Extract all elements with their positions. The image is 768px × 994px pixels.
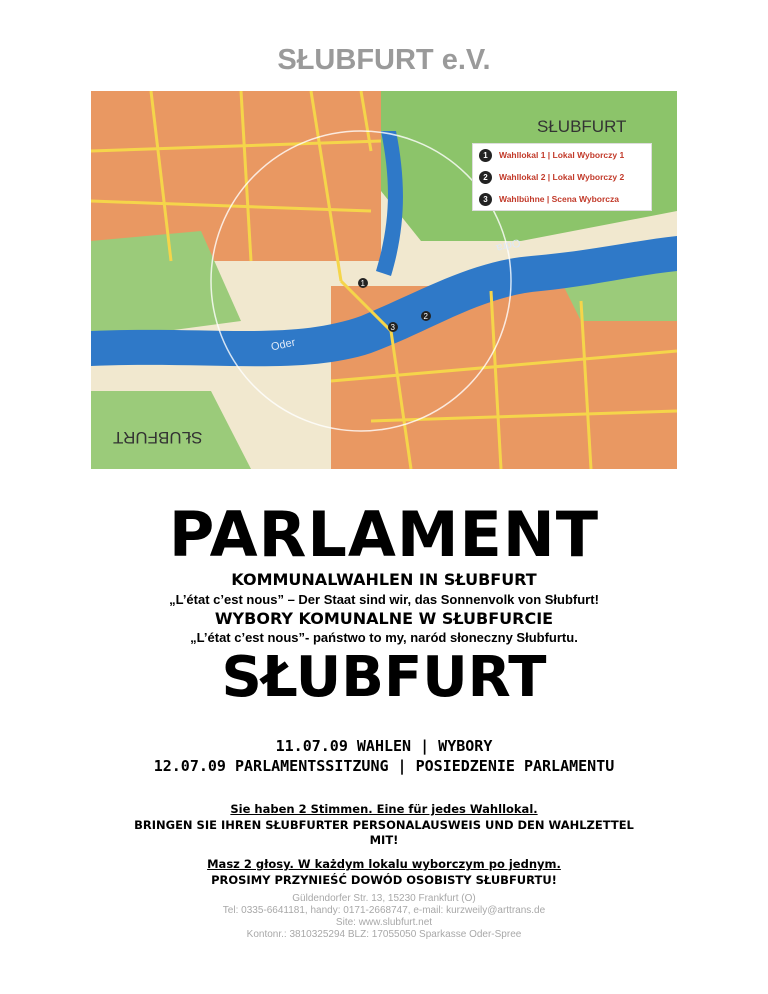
legend-text: Wahllokal 1 | Lokal Wyborczy 1	[499, 150, 625, 160]
footer-contact: Tel: 0335-6641181, handy: 0171-2668747, e-mail: kurzweily@arttrans.de	[222, 905, 546, 916]
legend-item	[473, 166, 651, 188]
map-legend	[472, 143, 652, 211]
footer-site: Site: www.slubfurt.net	[335, 917, 433, 928]
marker-1-label: 1	[360, 279, 365, 288]
marker-2-label: 2	[423, 312, 428, 321]
legend-item	[473, 144, 651, 166]
note-german-line-1: BRINGEN SIE IHREN SŁUBFURTER PERSONALAUSWEIS UND DEN WAHLZETTEL	[134, 818, 634, 832]
legend-item	[473, 188, 651, 210]
date-line-2: 12.07.09 PARLAMENTSSITZUNG | POSIEDZENIE PARLAMENTU	[153, 757, 615, 775]
main-title: PARLAMENT	[168, 498, 600, 571]
legend-number: 1	[479, 149, 492, 162]
legend-number: 2	[479, 171, 492, 184]
river-label-oder: Oder	[270, 336, 297, 354]
subtitle-polish: WYBORY KOMUNALNE W SŁUBFURCIE	[214, 609, 554, 628]
note-polish-underlined: Masz 2 głosy. W każdym lokalu wyborczym po jednym.	[207, 857, 561, 871]
subtitle-german: KOMMUNALWAHLEN IN SŁUBFURT	[231, 570, 537, 589]
legend-text: Wahllokal 2 | Lokal Wyborczy 2	[499, 172, 625, 182]
organization-header: SŁUBFURT e.V.	[277, 44, 491, 76]
date-line-1: 11.07.09 WAHLEN | WYBORY	[275, 737, 493, 755]
legend-number: 3	[479, 193, 492, 206]
map-label-top: SŁUBFURT	[537, 117, 627, 136]
quote-german: „L’état c’est nous” – Der Staat sind wir, das Sonnenvolk von Słubfurt!	[169, 592, 599, 607]
note-german-underlined: Sie haben 2 Stimmen. Eine für jedes Wahllokal.	[230, 802, 538, 816]
footer-bank: Kontonr.: 3810325294 BLZ: 17055050 Sparkasse Oder-Spree	[246, 929, 522, 940]
footer-address: Güldendorfer Str. 13, 15230 Frankfurt (O)	[292, 893, 476, 904]
river-label-odra: Odra	[494, 236, 522, 254]
secondary-title: SŁUBFURT	[221, 645, 547, 710]
note-german-line-2: MIT!	[369, 833, 399, 847]
map-label-bottom: SŁUBFURT	[113, 428, 203, 447]
quote-polish: „L’état c’est nous”- państwo to my, naród słoneczny Słubfurtu.	[190, 630, 578, 645]
note-polish: PROSIMY PRZYNIEŚĆ DOWÓD OSOBISTY SŁUBFURTU!	[211, 873, 557, 887]
legend-text: Wahlbühne | Scena Wyborcza	[499, 194, 619, 204]
marker-3-label: 3	[390, 323, 395, 332]
